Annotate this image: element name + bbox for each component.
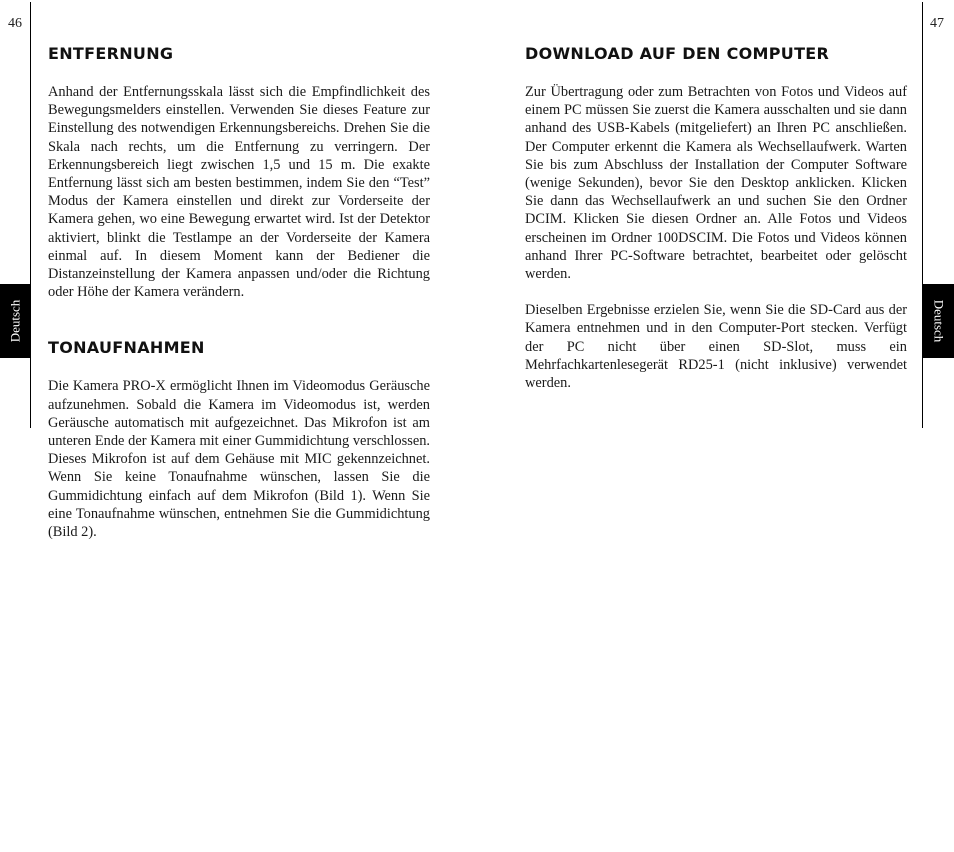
right-page-content [525, 44, 907, 392]
left-page-content [48, 44, 430, 541]
section-body-download-2: Dieselben Ergebnisse erzielen Sie, wenn Sie die SD-Card aus der Kamera entnehmen und in den Computer-Port stecken. Verfügt der PC nicht über einen SD-Slot, muss ein Mehrfachkartenlesegerät RD25-1 (nicht inklusive) verwendet werden. [525, 302, 907, 392]
section-body-tonaufnahmen: Die Kamera PRO-X ermöglicht Ihnen im Videomodus Geräusche aufzunehmen. Sobald die Kamera im Videomodus ist, werden Geräusche automatisch mit aufgezeichnet. Das Mikrofon ist am unteren Ende der Kamera mit einer Gummidichtung verschlossen. Dieses Mikrofon ist auf dem Gehäuse mit MIC gekennzeichnet. Wenn Sie keine Tonaufnahme wünschen, lassen Sie die Gummidichtung einfach auf dem Mikrofon (Bild 1). Wenn Sie eine Tonaufnahme wünschen, entnehmen Sie die Gummidichtung (Bild 2). [48, 378, 430, 541]
section-heading-entfernung: ENTFERNUNG [48, 44, 174, 63]
language-tab-right [923, 284, 954, 358]
section-heading-tonaufnahmen: TONAUFNAHMEN [48, 338, 205, 358]
section-heading-download: DOWNLOAD AUF DEN COMPUTER [525, 44, 830, 63]
section-tonaufnahmen [48, 338, 430, 541]
margin-rule-right [922, 2, 923, 428]
page-number-right: 47 [930, 16, 944, 31]
section-body-entfernung: Anhand der Entfernungsskala lässt sich die Empfindlichkeit des Bewegungsmelders einstellen. Verwenden Sie dieses Feature zur Einstellung des notwendigen Erkennungsbereichs. Drehen Sie die Skala nach rechts, um die Entfernung zu verringern. Der Erkennungsbereich liegt zwischen 1,5 und 15 m. Die exakte Entfernung lässt sich am besten bestimmen, indem Sie den “Test” Modus der Kamera einstellen und direkt zur Vorderseite der Kamera gehen, wo eine Bewegung erwartet wird. Ist der Detektor aktiviert, blinkt die Testlampe an der Vorderseite der Kamera einmal auf. In diesem Moment kann der Bediener die Distanzeinstellung der Kamera anpassen und/oder die Richtung oder Höhe der Kamera verändern. [48, 84, 430, 301]
language-tab-left [0, 284, 31, 358]
page-number-left: 46 [8, 16, 22, 31]
language-tab-label: Deutsch [931, 299, 947, 343]
language-tab-label: Deutsch [7, 299, 23, 343]
margin-rule-left [30, 2, 31, 428]
section-body-download-1: Zur Übertragung oder zum Betrachten von Fotos und Videos auf einem PC müssen Sie zuerst die Kamera ausschalten und sie dann anhand des USB-Kabels (mitgeliefert) an Ihren PC anschließen. Der Computer erkennt die Kamera als Wechsellaufwerk. Warten Sie bis zum Abschluss der Installation der Computer Software (wenige Sekunden), bevor Sie den Desktop anklicken. Klicken Sie dann das Wechsellaufwerk an und suchen Sie den Ordner DCIM. Klicken Sie diesen Ordner an. Alle Fotos und Videos erscheinen im Ordner 100DSCIM. Die Fotos und Videos können anhand Ihrer PC-Software betrachtet, bearbeitet oder gelöscht werden. [525, 84, 907, 283]
